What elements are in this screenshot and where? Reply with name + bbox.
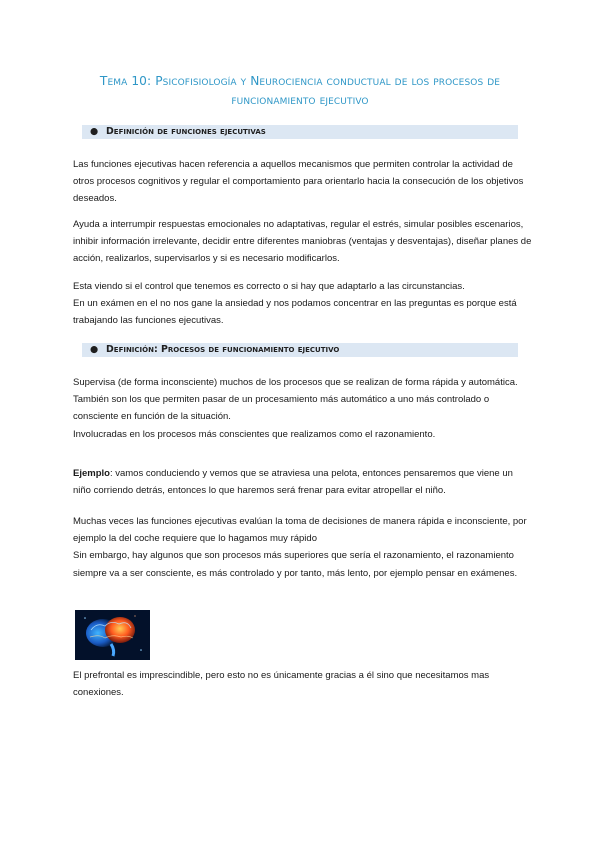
paragraph-prefrontal: [73, 667, 533, 701]
paragraph-text: Esta viendo si el control que tenemos es correcto o si hay que adaptarlo a las circunstancias.: [73, 281, 465, 292]
paragraph-text: El prefrontal es imprescindible, pero esto no es únicamente gracias a él sino que necesitamos mas conexiones.: [73, 670, 490, 699]
example-text: : vamos conduciendo y vemos que se atraviesa una pelota, entonces pensaremos que viene un niño corriendo detrás, entonces lo que haremos será frenar para evitar atropellar el niño.: [73, 468, 513, 497]
brain-image: [75, 610, 150, 660]
title-line-1: Tema 10: Psicofisiología y Neurociencia conductual de los procesos de: [99, 74, 501, 88]
paragraph-text: [73, 465, 533, 499]
paragraph-text: Muchas veces las funciones ejecutivas evalúan la toma de decisiones de manera rápida e inconsciente, por ejemplo la del coche requiere que lo hagamos muy rápido: [73, 516, 527, 545]
page-title: [60, 72, 540, 110]
section-heading-text: Definición: Procesos de funcionamiento ejecutivo: [106, 344, 340, 355]
section-heading-text: Definición de funciones ejecutivas: [106, 126, 266, 137]
section-heading-procesos: [82, 343, 518, 357]
paragraph-definition: [73, 156, 533, 208]
paragraph-example: [73, 465, 533, 499]
paragraph-control: [73, 278, 533, 330]
paragraph-functions: [73, 216, 533, 268]
paragraph-text: Ayuda a interrumpir respuestas emocionales no adaptativas, regular el estrés, simular posibles escenarios, inhibir información irrelevante, decidir entre diferentes maniobras (ventajas y desventajas), diseñar planes de acción, realizarlos, supervisarlos y si es necesario modificarlos.: [73, 219, 532, 265]
bullet-icon: ●: [90, 126, 99, 137]
paragraph-text: Supervisa (de forma inconsciente) muchos de los procesos que se realizan de forma rápida y automática.: [73, 377, 518, 388]
example-label: Ejemplo: [73, 468, 110, 479]
paragraph-text: Involucradas en los procesos más conscientes que realizamos como el razonamiento.: [73, 428, 436, 440]
section-heading-definicion: [82, 125, 518, 139]
paragraph-supervisa: [73, 374, 533, 443]
paragraph-text: Las funciones ejecutivas hacen referencia a aquellos mecanismos que permiten controlar la actividad de otros procesos cognitivos y regular el comportamiento para orientarlo hacia la consecución de los objetivos deseados.: [73, 159, 524, 205]
bullet-icon: ●: [90, 344, 99, 355]
paragraph-text: Sin embargo, hay algunos que son procesos más superiores que sería el razonamiento, el razonamiento siempre va a ser consciente, es más controlado y por tanto, más lento, por ejemplo pensar en exámenes.: [73, 550, 518, 579]
paragraph-text: En un exámen en el no nos gane la ansiedad y nos podamos concentrar en las preguntas es porque está trabajando las funciones ejecutivas.: [73, 298, 517, 327]
title-line-2: funcionamiento ejecutivo: [231, 93, 369, 107]
brain-icon: [75, 610, 150, 660]
paragraph-decisions: [73, 513, 533, 582]
paragraph-text: También son los que permiten pasar de un procesamiento más automático a uno más controlado o consciente en función de la situación.: [73, 394, 490, 423]
